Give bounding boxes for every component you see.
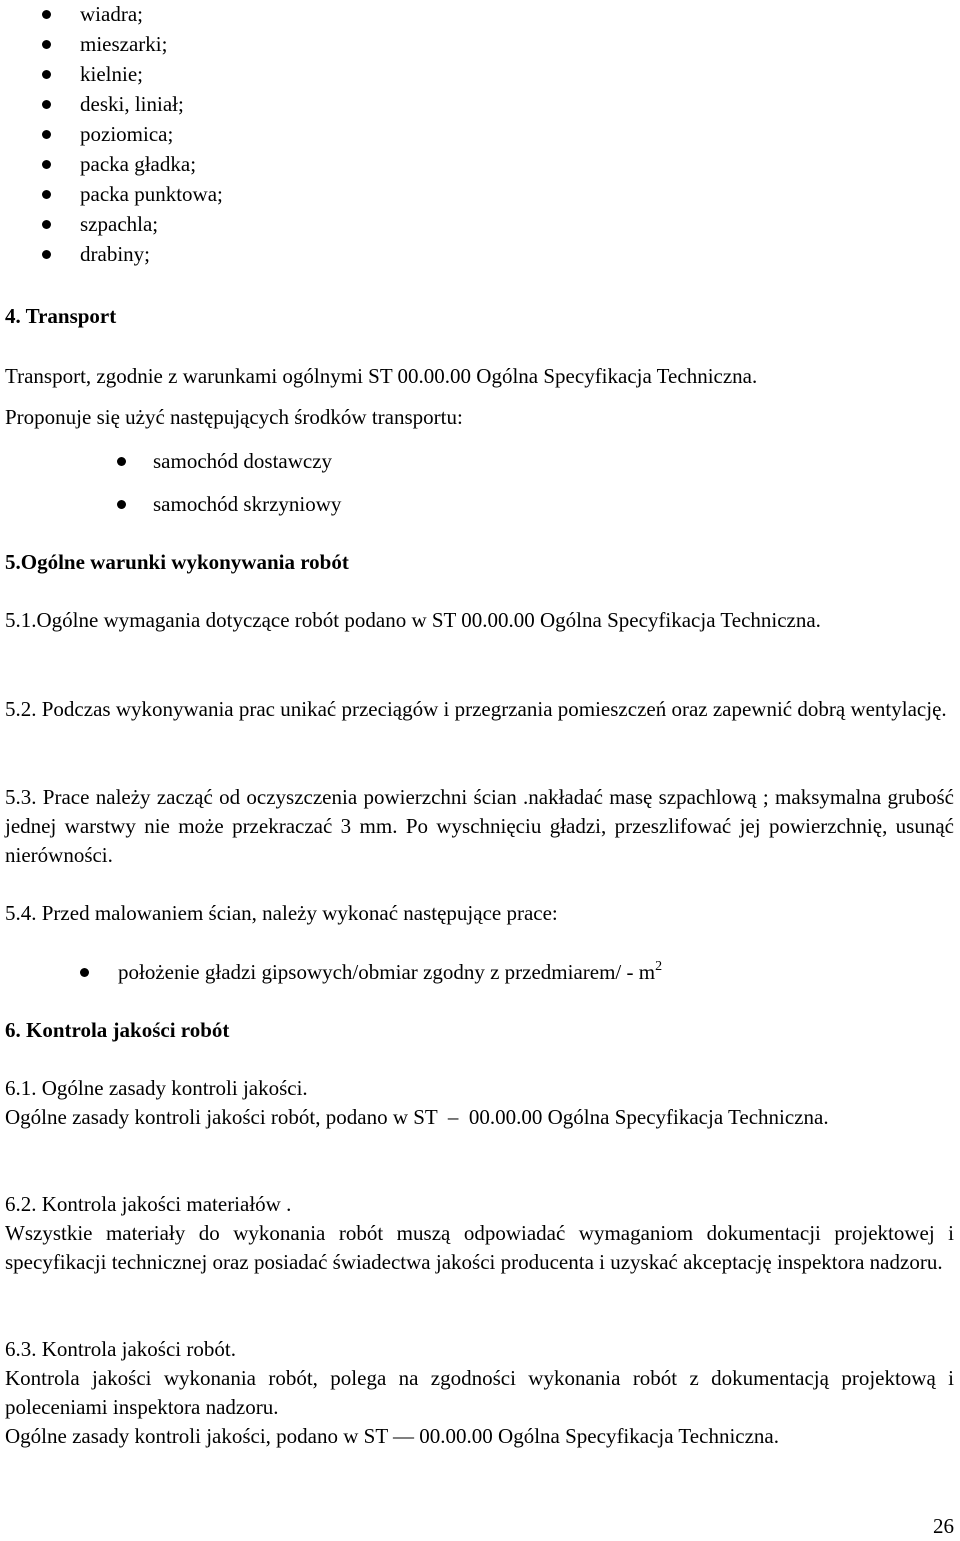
section-4-heading: 4. Transport [5,304,117,328]
list-item-label: samochód skrzyniowy [153,492,342,516]
bullet-icon [42,220,51,229]
list-item-label: deski, liniał; [80,92,184,116]
subsection-6-1-text: Ogólne zasady kontroli jakości robót, podano w ST – 00.00.00 Ogólna Specyfikacja Techniczna. [5,1105,829,1129]
bullet-icon [42,190,51,199]
subsection-6-2-text: Wszystkie materiały do wykonania robót muszą odpowiadać wymaganiom dokumentacji projektowej i specyfikacji technicznej oraz posiadać świadectwa jakości producenta i uzyskać akceptację inspektora nadzoru. [5,1221,954,1274]
subsection-6-1-title: 6.1. Ogólne zasady kontroli jakości. [5,1076,308,1100]
bullet-icon [42,130,51,139]
bullet-icon [42,70,51,79]
list-item-label: mieszarki; [80,32,168,56]
list-item-label: drabiny; [80,242,150,266]
paragraph-5-4: 5.4. Przed malowaniem ścian, należy wykonać następujące prace: [5,901,558,925]
paragraph-5-3: 5.3. Prace należy zacząć od oczyszczenia powierzchni ścian .nakładać masę szpachlową ; maksymalna grubość jednej warstwy nie może przekraczać 3 mm. Po wyschnięciu gładzi, przeszlifować jej powierzchnię, usunąć nierówności. [5,785,954,867]
subsection-6-3-text: Kontrola jakości wykonania robót, polega na zgodności wykonania robót z dokumentacją projektową i poleceniami inspektora nadzoru. [5,1366,954,1419]
page-number: 26 [933,1514,954,1538]
list-item-text: położenie gładzi gipsowych/obmiar zgodny z przedmiarem/ - m [118,960,656,984]
list-item-label: kielnie; [80,62,143,86]
paragraph-5-1: 5.1.Ogólne wymagania dotyczące robót podano w ST 00.00.00 Ogólna Specyfikacja Techniczna. [5,608,821,632]
bullet-icon [42,10,51,19]
list-item-label: poziomica; [80,122,174,146]
bullet-icon [117,457,126,466]
subsection-6-2-title: 6.2. Kontrola jakości materiałów . [5,1192,292,1216]
subsection-6-3-title: 6.3. Kontrola jakości robót. [5,1337,236,1361]
bullet-icon [117,500,126,509]
transport-paragraph: Transport, zgodnie z warunkami ogólnymi ST 00.00.00 Ogólna Specyfikacja Techniczna. [5,364,758,388]
section-5-heading: 5.Ogólne warunki wykonywania robót [5,550,349,574]
bullet-icon [80,968,89,977]
list-item-label [118,958,662,987]
list-item-label: wiadra; [80,2,143,26]
transport-intro: Proponuje się użyć następujących środków transportu: [5,405,463,429]
unit-superscript: 2 [655,959,663,974]
list-item-label: samochód dostawczy [153,449,333,473]
paragraph-5-2: 5.2. Podczas wykonywania prac unikać przeciągów i przegrzania pomieszczeń oraz zapewnić dobrą wentylację. [5,697,947,721]
subsection-6-3-text-2: Ogólne zasady kontroli jakości, podano w ST — 00.00.00 Ogólna Specyfikacja Techniczna. [5,1424,779,1448]
section-6-heading: 6. Kontrola jakości robót [5,1018,230,1042]
bullet-icon [42,40,51,49]
bullet-icon [42,100,51,109]
bullet-icon [42,160,51,169]
bullet-icon [42,250,51,259]
list-item-label: szpachla; [80,212,159,236]
list-item-label: packa gładka; [80,152,197,176]
list-item-label: packa punktowa; [80,182,223,206]
